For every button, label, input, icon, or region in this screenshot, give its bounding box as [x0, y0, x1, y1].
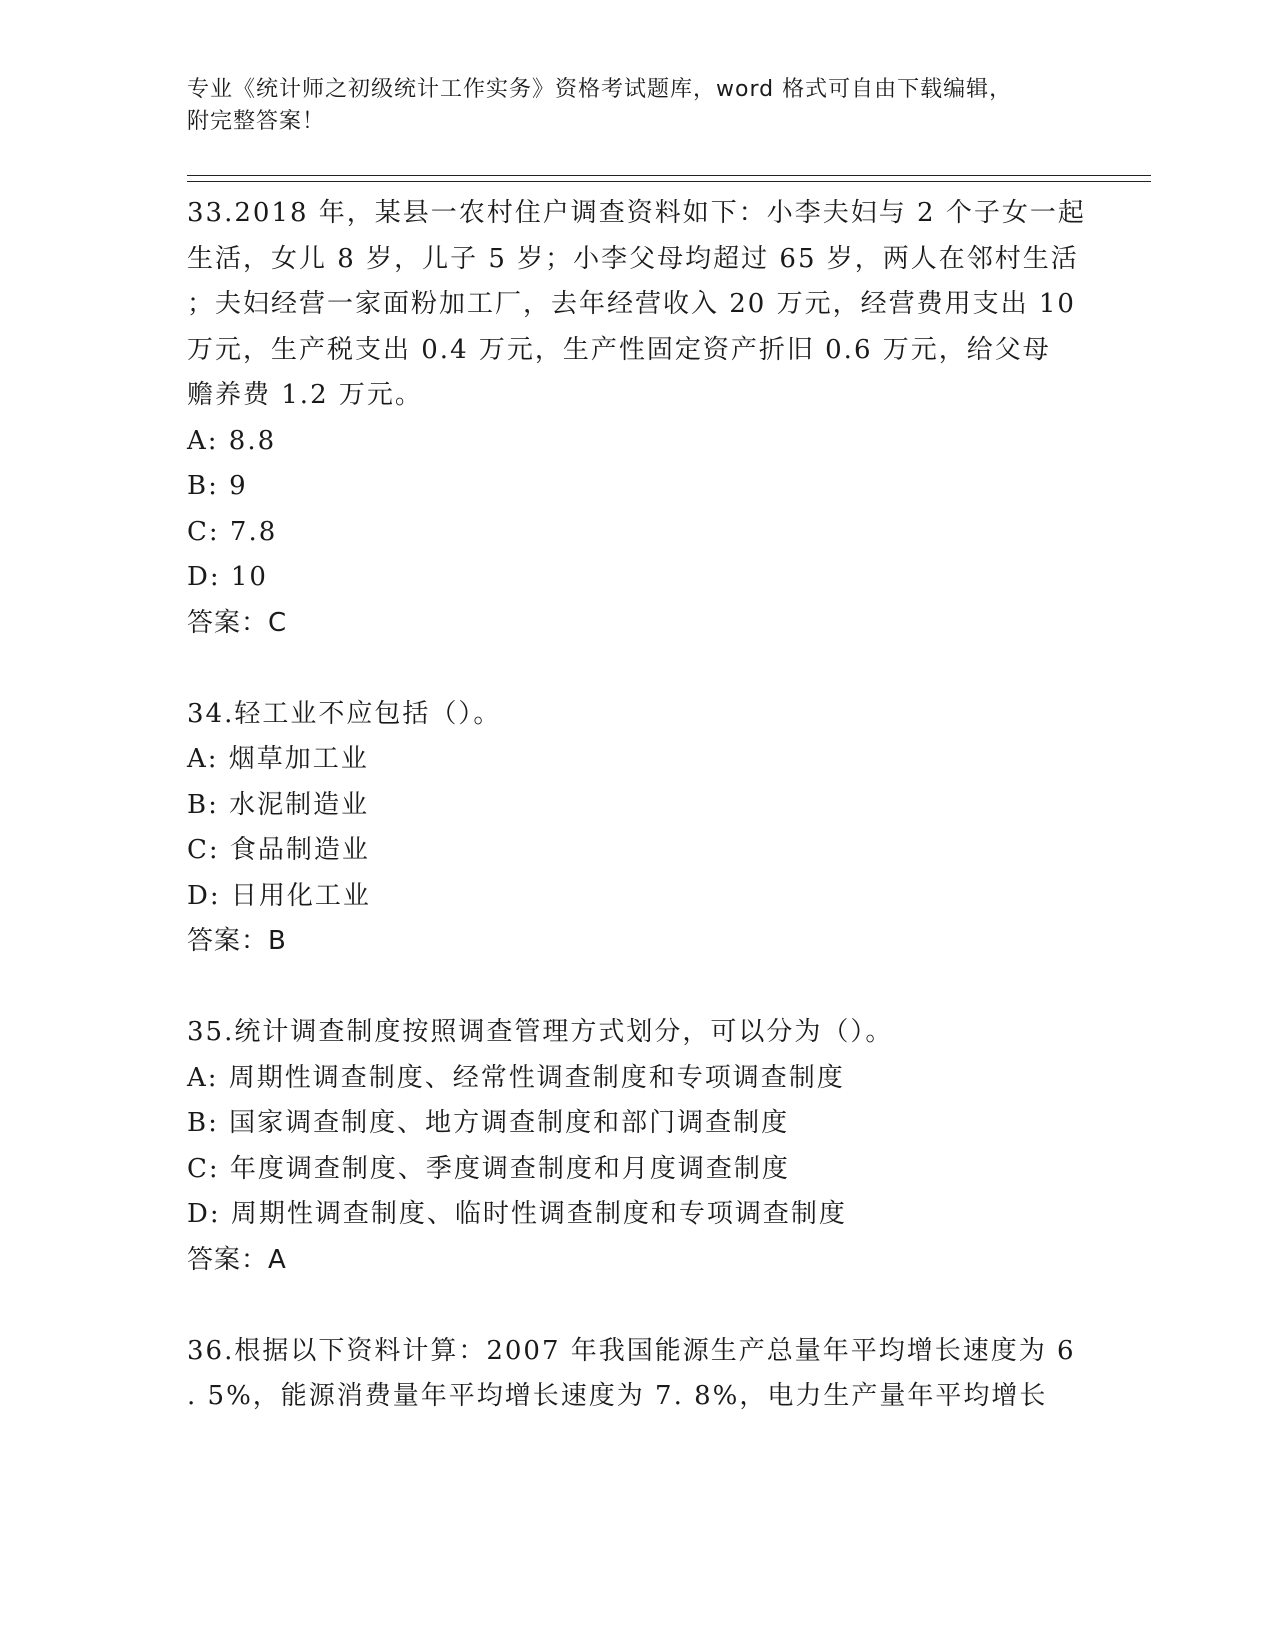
question-stem-line: 生活，女儿 8 岁，儿子 5 岁；小李父母均超过 65 岁，两人在邻村生活	[187, 243, 1079, 274]
header-divider	[187, 181, 1151, 182]
option-c: C: 食品制造业	[187, 835, 370, 865]
option-b: B: 国家调查制度、地方调查制度和部门调查制度	[187, 1108, 790, 1138]
option-d: D: 周期性调查制度、临时性调查制度和专项调查制度	[187, 1199, 847, 1229]
question-stem-line: 35.统计调查制度按照调查管理方式划分，可以分为（）。	[187, 1017, 894, 1047]
question-spacer	[187, 965, 1087, 1011]
question-stem-line: 赡养费 1.2 万元。	[187, 380, 423, 410]
option-c: C: 7.8	[187, 516, 278, 547]
question-stem-line: 万元，生产税支出 0.4 万元，生产性固定资产折旧 0.6 万元，给父母	[187, 334, 1051, 365]
answer-label: 答案：A	[187, 1244, 287, 1275]
question-list	[187, 191, 1087, 1420]
option-b: B: 9	[187, 471, 248, 501]
document-header	[187, 74, 1067, 138]
question-33	[187, 191, 1087, 646]
option-c: C: 年度调查制度、季度调查制度和月度调查制度	[187, 1153, 790, 1184]
header-divider	[187, 175, 1151, 176]
question-stem-line: 36.根据以下资料计算：2007 年我国能源生产总量年平均增长速度为 6	[187, 1335, 1076, 1366]
option-d: D: 10	[187, 562, 268, 592]
question-stem-line: 33.2018 年，某县一农村住户调查资料如下：小李夫妇与 2 个子女一起	[187, 198, 1086, 228]
question-spacer	[187, 1283, 1087, 1329]
question-spacer	[187, 646, 1087, 692]
question-35	[187, 1010, 1087, 1283]
question-36	[187, 1329, 1087, 1420]
option-a: A: 8.8	[187, 425, 277, 456]
header-line: 专业《统计师之初级统计工作实务》资格考试题库，word 格式可自由下载编辑，	[187, 77, 1013, 102]
option-a: A: 周期性调查制度、经常性调查制度和专项调查制度	[187, 1062, 845, 1093]
option-b: B: 水泥制造业	[187, 789, 370, 820]
answer-label: 答案：C	[187, 607, 288, 638]
question-stem-line: 34.轻工业不应包括（）。	[187, 698, 502, 729]
header-line: 附完整答案！	[187, 109, 326, 134]
question-stem-line: ；夫妇经营一家面粉加工厂，去年经营收入 20 万元，经营费用支出 10	[187, 289, 1076, 319]
option-d: D: 日用化工业	[187, 880, 371, 911]
answer-label: 答案：B	[187, 926, 287, 956]
question-34	[187, 692, 1087, 965]
question-stem-line: . 5%，能源消费量年平均增长速度为 7. 8%，电力生产量年平均增长	[187, 1381, 1048, 1411]
option-a: A: 烟草加工业	[187, 744, 369, 774]
